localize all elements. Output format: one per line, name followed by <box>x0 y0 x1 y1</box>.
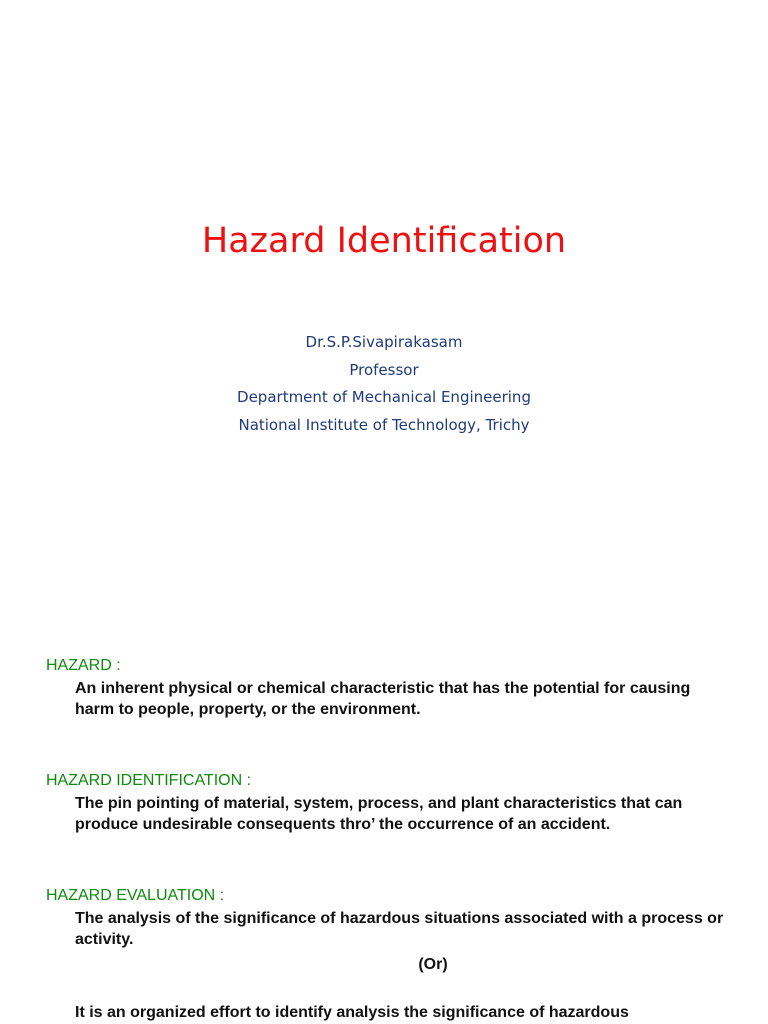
definition-term: HAZARD : <box>46 657 121 674</box>
author-department: Department of Mechanical Engineering <box>237 388 531 406</box>
or-separator: (Or) <box>418 956 448 973</box>
author-name: Dr.S.P.Sivapirakasam <box>305 333 463 351</box>
definition-text-alt: It is an organized effort to identify analysis the significance of hazardous <box>75 1004 629 1021</box>
definition-term: HAZARD IDENTIFICATION : <box>46 772 252 789</box>
definition-text: The pin pointing of material, system, process, and plant characteristics that can produce undesirable consequents thro’ the occurrence of an accident. <box>75 795 683 833</box>
definition-hazard-evaluation <box>46 885 726 1024</box>
definition-term: HAZARD EVALUATION : <box>46 887 225 904</box>
author-position: Professor <box>349 360 419 379</box>
author-institute: National Institute of Technology, Trichy <box>238 415 530 434</box>
definitions-section <box>46 655 726 1024</box>
definition-text: An inherent physical or chemical characteristic that has the potential for causing harm to people, property, or the environment. <box>75 680 691 718</box>
definition-hazard <box>46 655 726 720</box>
definition-text: The analysis of the significance of hazardous situations associated with a process or activity. <box>75 910 724 948</box>
author-block <box>0 329 768 439</box>
definition-hazard-identification <box>46 770 726 835</box>
slide-title: Hazard Identification <box>201 221 567 261</box>
